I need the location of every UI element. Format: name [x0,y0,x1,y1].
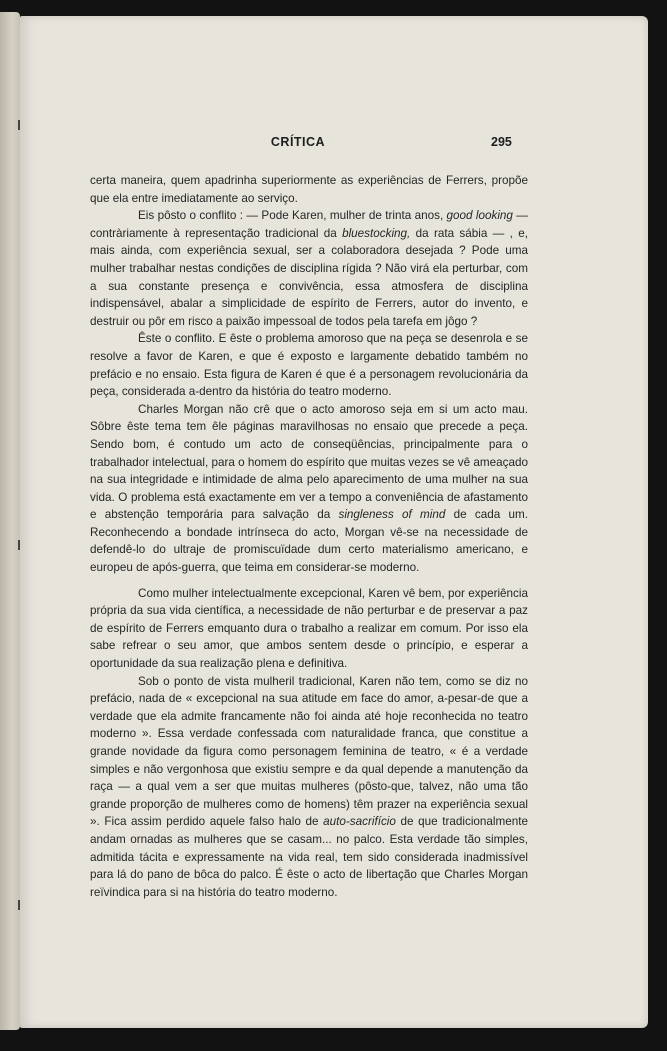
text-run: Charles Morgan não crê que o acto amoroso seja em si um acto mau. Sôbre êste tema tem êle páginas maravilhosas no ensaio que precede a peça. Sendo bom, é contudo um acto de conseqüências, principalmente para o trabalhador intelectual, para o homem do espírito que muitas vezes se vê ameaçado na sua integridade e intimidade de alma pelo aparecimento de uma mulher na sua vida. O problema está exactamente em ver a tempo a conveniência de afastamento e abstenção temporária para salvação da [90,402,528,522]
running-head [20,135,648,155]
text-run: de que tradicionalmente andam ornadas as mulheres que se casam... no palco. Esta verdade tão simples, admitida tácita e expressamente na vida real, tem sido considerada inadmissível para lá do pano de bôca do palco. É êste o acto de libertação que Charles Morgan reïvindica para si na história do teatro moderno. [90,815,529,899]
paragraph [90,207,528,330]
paragraph [90,330,528,400]
paragraph [90,585,528,673]
italic-text: good looking [446,209,513,223]
book-page [20,16,648,1028]
italic-text: auto-sacrifício [323,815,396,829]
page-number: 295 [491,135,512,149]
text-run: da rata sábia — , e, mais ainda, com experiência sexual, ser a colaboradora desejada ? Pode uma mulher trabalhar nestas condições de disciplina rígida ? Não virá ela perturbar, com a sua constante presença e convivência, essa atmosfera de disciplina indispensável, abalar a simplicidade de espírito de Ferrers, autor do invento, e destruir ou pôr em risco a paixão impessoal de todos pela tarefa em jôgo ? [90,226,528,328]
paragraph [90,401,528,577]
previous-page-edge [0,12,20,1030]
page-title: CRÍTICA [270,135,326,149]
body-text [90,172,528,901]
text-run: certa maneira, quem apadrinha superiormente as experiências de Ferrers, propõe que ela entre imediatamente ao serviço. [90,174,528,205]
italic-text: singleness of mind [338,508,446,522]
text-run: de cada um. Reconhecendo a bondade intrínseca do acto, Morgan vê-se na necessidade de defendê-lo do ultraje de promiscuïdade dum certo materialismo americano, e europeu de após-guerra, que teima em considerar-se moderno. [90,508,528,575]
paragraph [90,172,528,207]
italic-text: bluestocking, [342,226,411,240]
text-run: Sob o ponto de vista mulheril tradicional, Karen não tem, como se diz no prefácio, nada de « excepcional na sua atitude em face do amor, a-pesar-de que a verdade que ela admite francamente não foi ainda até hoje reconhecida no teatro moderno ». Essa verdade confessada com naturalidade franca, que constitue a grande novidade da figura como personagem feminina de teatro, « é a verdade simples e não vergonhosa que existiu sempre e da qual depende a manutenção da raça — a qual vem a ser que muitas mulheres (pôsto-que, talvez, não uma tão grande proporção de mulheres como de homens) têm prazer na experiência sexual ». Fica assim perdido aquele falso halo de [90,674,528,829]
paragraph [90,673,528,902]
text-run: — contràriamente à representação tradicional da [90,209,528,240]
text-run: Como mulher intelectualmente excepcional, Karen vê bem, por experiência própria da sua vida científica, a necessidade de não perturbar e de preservar a paz de espírito de Ferrers emquanto dura o trabalho a realizar em comum. Por isso ela sabe refrear o seu amor, que ambos sentem desde o princípio, e esperar a oportunidade da sua realização plena e definitiva. [90,586,528,671]
text-run: Eis pôsto o conflito : — Pode Karen, mulher de trinta anos, [138,209,447,223]
text-run: Êste o conflito. E êste o problema amoroso que na peça se desenrola e se resolve a favor de Karen, e que é exposto e largamente debatido também no prefácio e no ensaio. Esta figura de Karen é que é a personagem revolucionária da peça, considerada a-dentro da história do teatro moderno. [90,332,528,399]
